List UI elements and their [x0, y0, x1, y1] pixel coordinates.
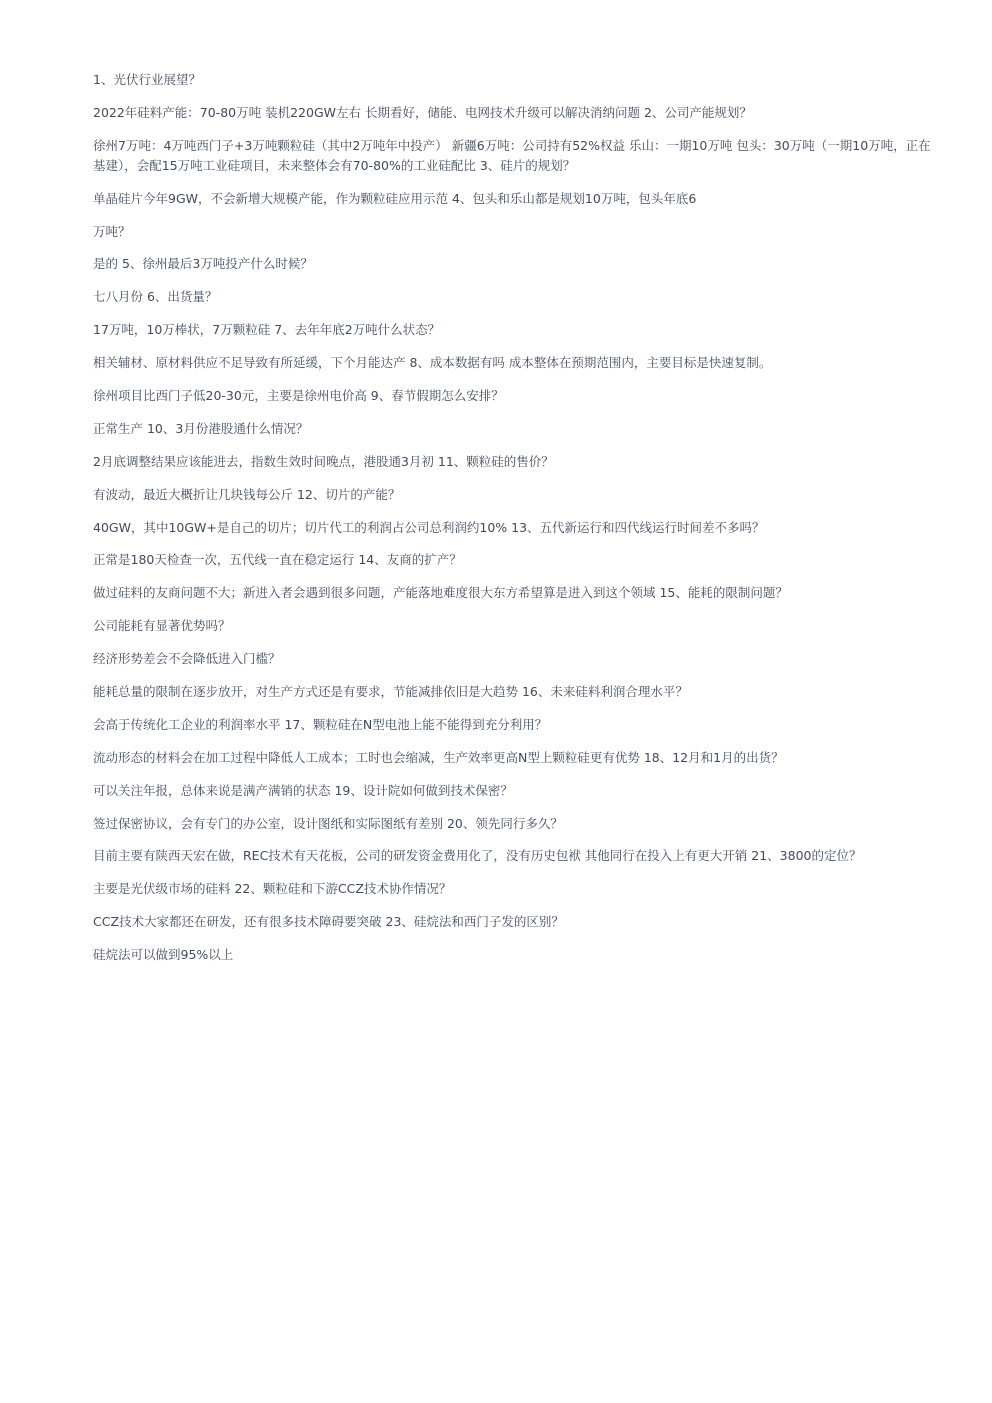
paragraph: 七八月份 6、出货量？ [93, 289, 218, 305]
document-body [93, 70, 939, 978]
paragraph: 徐州7万吨：4万吨西门子+3万吨颗粒硅（其中2万吨年中投产） 新疆6万吨：公司持有52%权益 乐山：一期10万吨 包头：30万吨（一期10万吨，正在基建），会配15万吨工业硅项目，未来整体会有70-80%的工业硅配比 3、硅片的规划？ [93, 137, 931, 173]
paragraph: 公司能耗有显著优势吗？ [93, 618, 231, 634]
paragraph: 流动形态的材料会在加工过程中降低人工成本；工时也会缩减，生产效率更高N型上颗粒硅更有优势 18、12月和1月的出货？ [93, 749, 784, 765]
paragraph: 单晶硅片今年9GW，不会新增大规模产能，作为颗粒硅应用示范 4、包头和乐山都是规划10万吨，包头年底6 [93, 190, 697, 206]
paragraph: 万吨？ [93, 223, 131, 239]
paragraph: 主要是光伏级市场的硅料 22、颗粒硅和下游CCZ技术协作情况？ [93, 881, 452, 897]
paragraph: 1、光伏行业展望？ [93, 72, 201, 87]
paragraph: 硅烷法可以做到95%以上 [93, 947, 234, 963]
paragraph: 2月底调整结果应该能进去，指数生效时间晚点，港股通3月初 11、颗粒硅的售价？ [93, 453, 554, 469]
paragraph: 可以关注年报，总体来说是满产满销的状态 19、设计院如何做到技术保密？ [93, 782, 513, 798]
paragraph: 17万吨，10万棒状，7万颗粒硅 7、去年年底2万吨什么状态？ [93, 322, 441, 338]
paragraph: 能耗总量的限制在逐步放开，对生产方式还是有要求，节能减排依旧是大趋势 16、未来硅料利润合理水平？ [93, 684, 688, 700]
paragraph: CCZ技术大家都还在研发，还有很多技术障碍要突破 23、硅烷法和西门子发的区别？ [93, 914, 564, 930]
paragraph: 是的 5、徐州最后3万吨投产什么时候？ [93, 256, 313, 272]
paragraph: 签过保密协议，会有专门的办公室，设计图纸和实际图纸有差别 20、领先同行多久？ [93, 815, 563, 831]
paragraph: 经济形势差会不会降低进入门槛？ [93, 651, 281, 667]
paragraph: 目前主要有陕西天宏在做，REC技术有天花板，公司的研发资金费用化了，没有历史包袱 其他同行在投入上有更大开销 21、3800的定位？ [93, 848, 862, 864]
paragraph: 正常是180天检查一次，五代线一直在稳定运行 14、友商的扩产？ [93, 552, 462, 568]
paragraph: 相关辅材、原材料供应不足导致有所延缓，下个月能达产 8、成本数据有吗 成本整体在预期范围内，主要目标是快速复制。 [93, 355, 772, 371]
paragraph: 40GW，其中10GW+是自己的切片；切片代工的利润占公司总利润约10% 13、五代新运行和四代线运行时间差不多吗？ [93, 519, 765, 535]
paragraph: 做过硅料的友商问题不大；新进入者会遇到很多问题，产能落地难度很大东方希望算是进入到这个领域 15、能耗的限制问题？ [93, 585, 788, 601]
paragraph: 正常生产 10、3月份港股通什么情况？ [93, 420, 309, 436]
paragraph: 会高于传统化工企业的利润率水平 17、颗粒硅在N型电池上能不能得到充分利用？ [93, 716, 548, 732]
paragraph: 2022年硅料产能：70-80万吨 装机220GW左右 长期看好，储能、电网技术升级可以解决消纳问题 2、公司产能规划？ [93, 104, 752, 120]
paragraph: 有波动，最近大概折让几块钱每公斤 12、切片的产能？ [93, 486, 401, 502]
paragraph: 徐州项目比西门子低20-30元，主要是徐州电价高 9、春节假期怎么安排？ [93, 388, 504, 404]
